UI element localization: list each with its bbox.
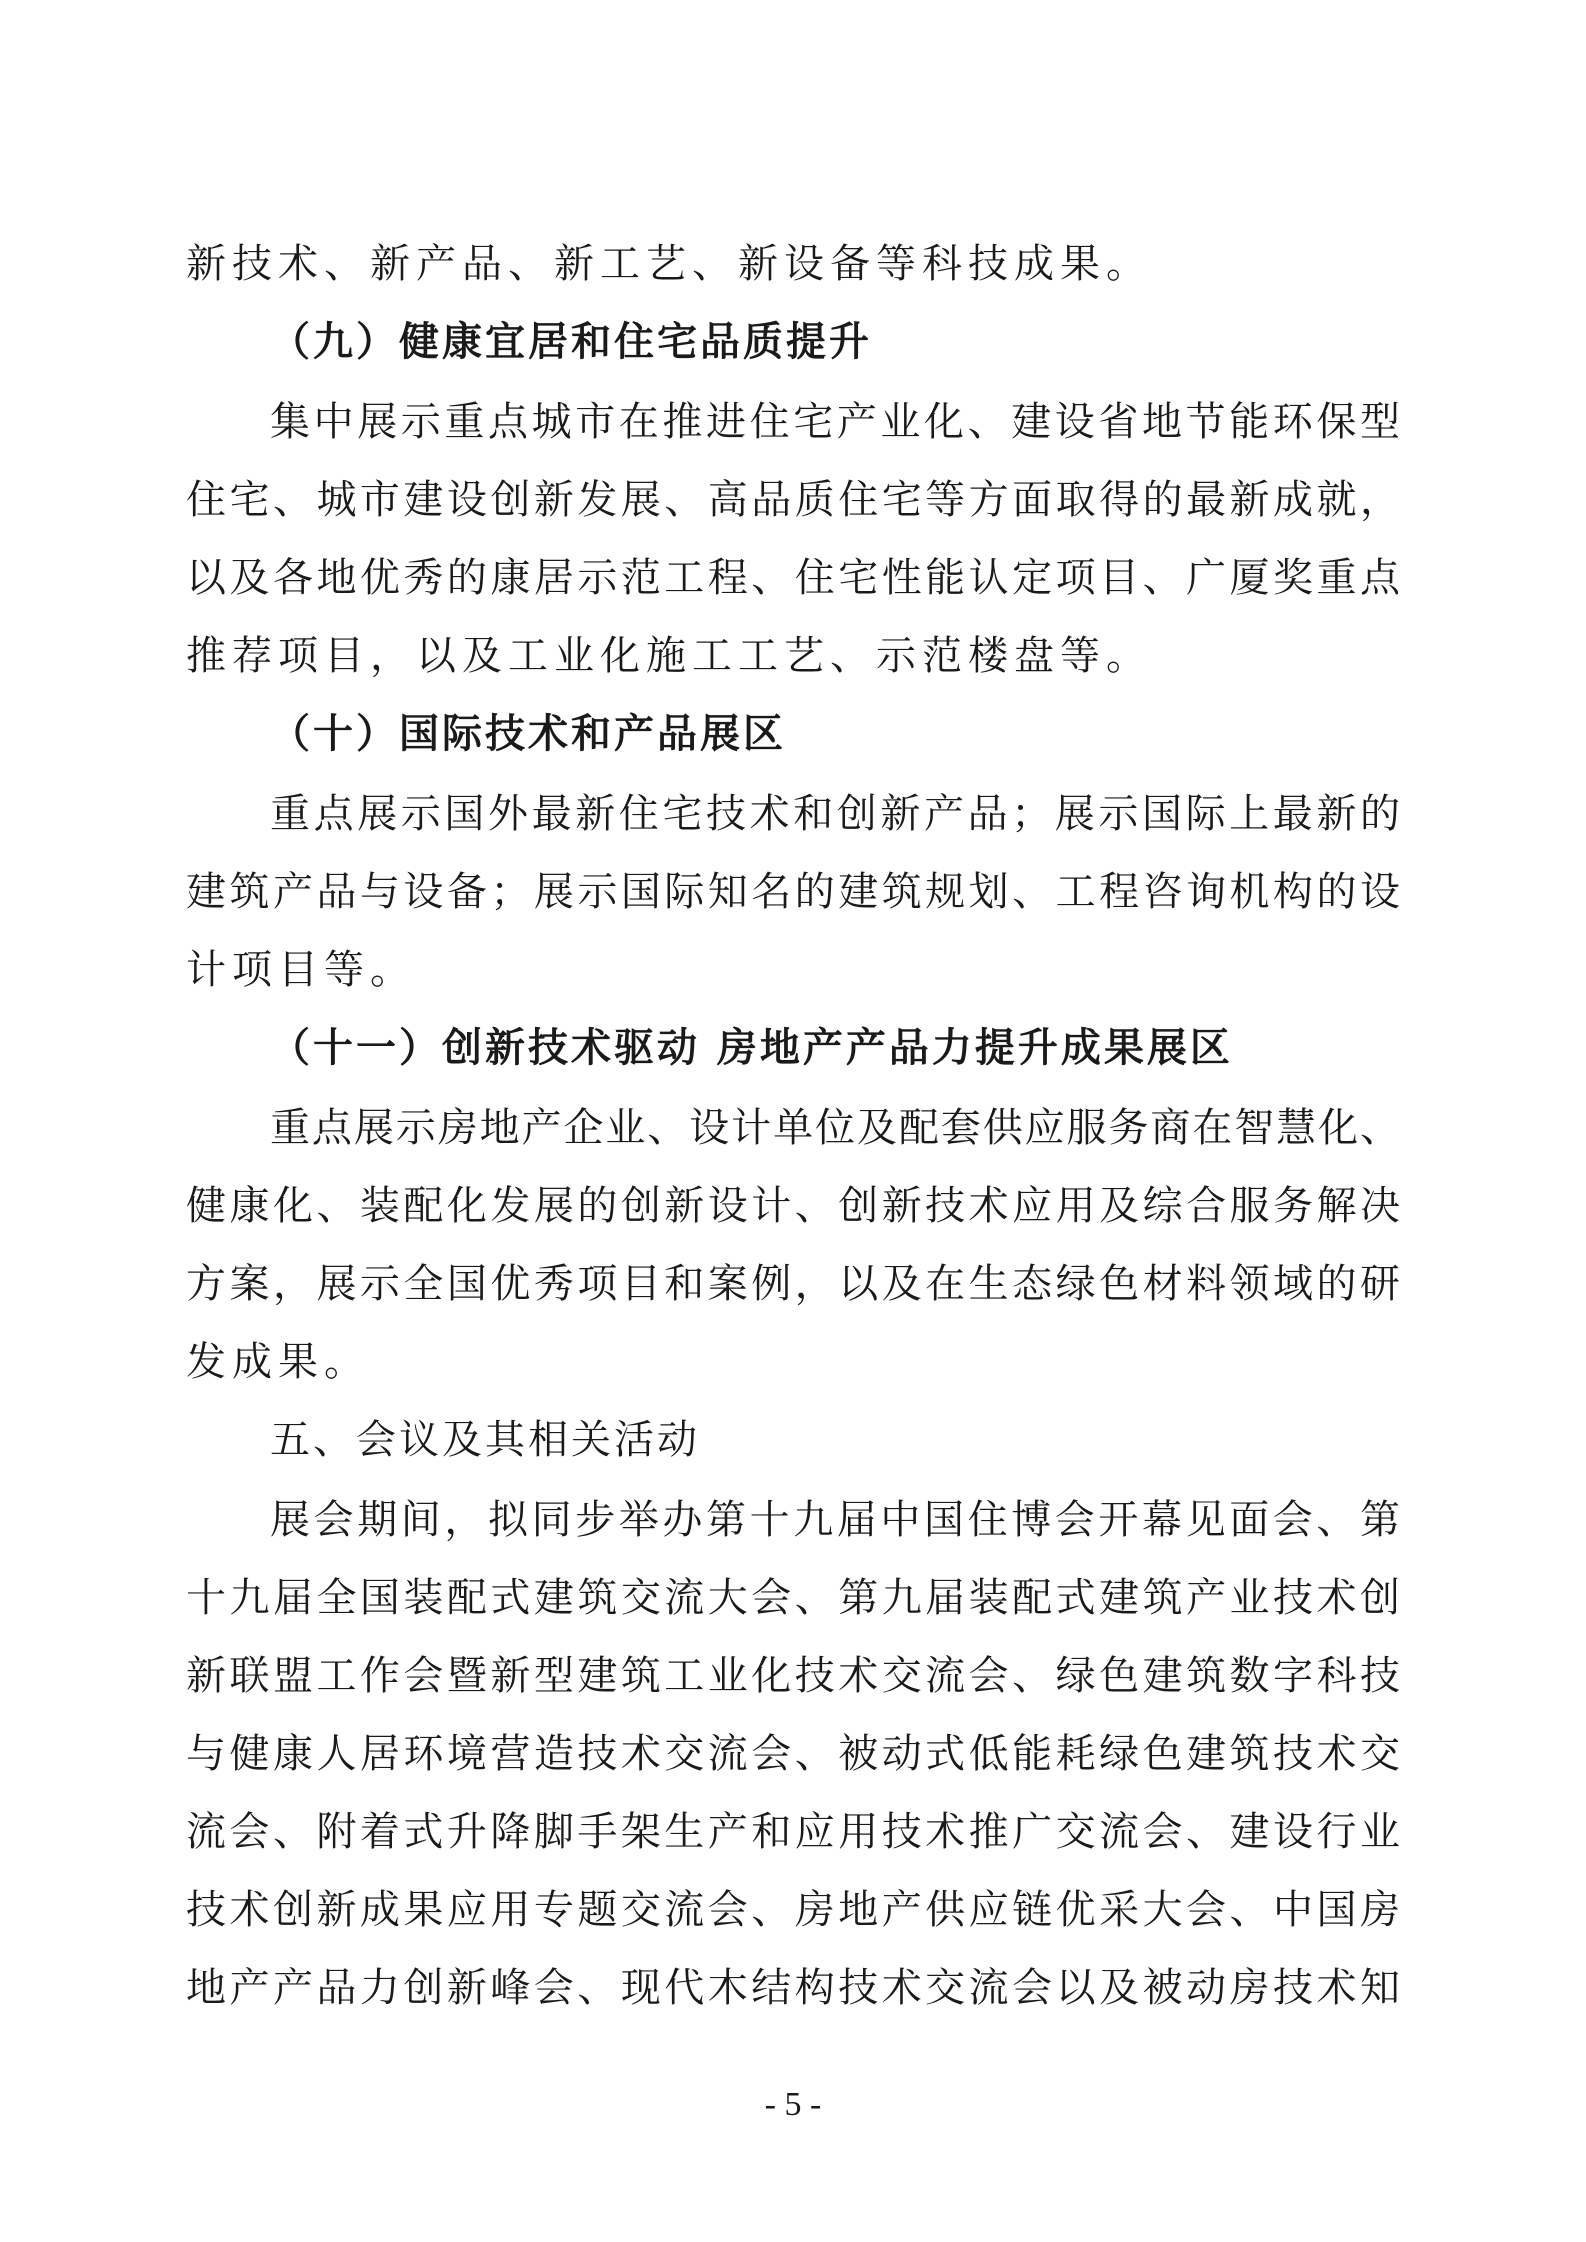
text-line: 新技术、新产品、新工艺、新设备等科技成果。 — [186, 241, 1152, 287]
text-line: 发成果。 — [186, 1339, 370, 1385]
page-number: - 5 - — [764, 2086, 822, 2123]
text-line: 健康化、装配化发展的创新设计、创新技术应用及综合服务解决 — [186, 1183, 1400, 1229]
text-line: 推荐项目，以及工业化施工工艺、示范楼盘等。 — [186, 633, 1152, 679]
text-line: 新联盟工作会暨新型建筑工业化技术交流会、绿色建筑数字科技 — [186, 1653, 1400, 1699]
text-line: 住宅、城市建设创新发展、高品质住宅等方面取得的最新成就， — [186, 477, 1400, 523]
text-line: 展会期间，拟同步举办第十九届中国住博会开幕见面会、第 — [270, 1497, 1400, 1543]
section-heading: 五、会议及其相关活动 — [270, 1417, 700, 1463]
subsection-heading: （九）健康宜居和住宅品质提升 — [270, 319, 872, 365]
subsection-heading: （十）国际技术和产品展区 — [270, 711, 786, 757]
text-line: 重点展示国外最新住宅技术和创新产品；展示国际上最新的 — [270, 791, 1400, 837]
text-line: 与健康人居环境营造技术交流会、被动式低能耗绿色建筑技术交 — [186, 1731, 1400, 1777]
subsection-heading: （十一）创新技术驱动 房地产产品力提升成果展区 — [270, 1025, 1233, 1071]
text-line: 十九届全国装配式建筑交流大会、第九届装配式建筑产业技术创 — [186, 1575, 1400, 1621]
text-line: 地产产品力创新峰会、现代木结构技术交流会以及被动房技术知 — [186, 1965, 1400, 2011]
text-line: 技术创新成果应用专题交流会、房地产供应链优采大会、中国房 — [186, 1887, 1400, 1933]
text-line: 流会、附着式升降脚手架生产和应用技术推广交流会、建设行业 — [186, 1809, 1400, 1855]
text-line: 重点展示房地产企业、设计单位及配套供应服务商在智慧化、 — [270, 1105, 1400, 1151]
text-line: 建筑产品与设备；展示国际知名的建筑规划、工程咨询机构的设 — [186, 869, 1400, 915]
text-line: 以及各地优秀的康居示范工程、住宅性能认定项目、广厦奖重点 — [186, 555, 1400, 601]
text-line: 计项目等。 — [186, 947, 416, 993]
text-line: 集中展示重点城市在推进住宅产业化、建设省地节能环保型 — [270, 399, 1400, 445]
text-line: 方案，展示全国优秀项目和案例，以及在生态绿色材料领域的研 — [186, 1261, 1400, 1307]
